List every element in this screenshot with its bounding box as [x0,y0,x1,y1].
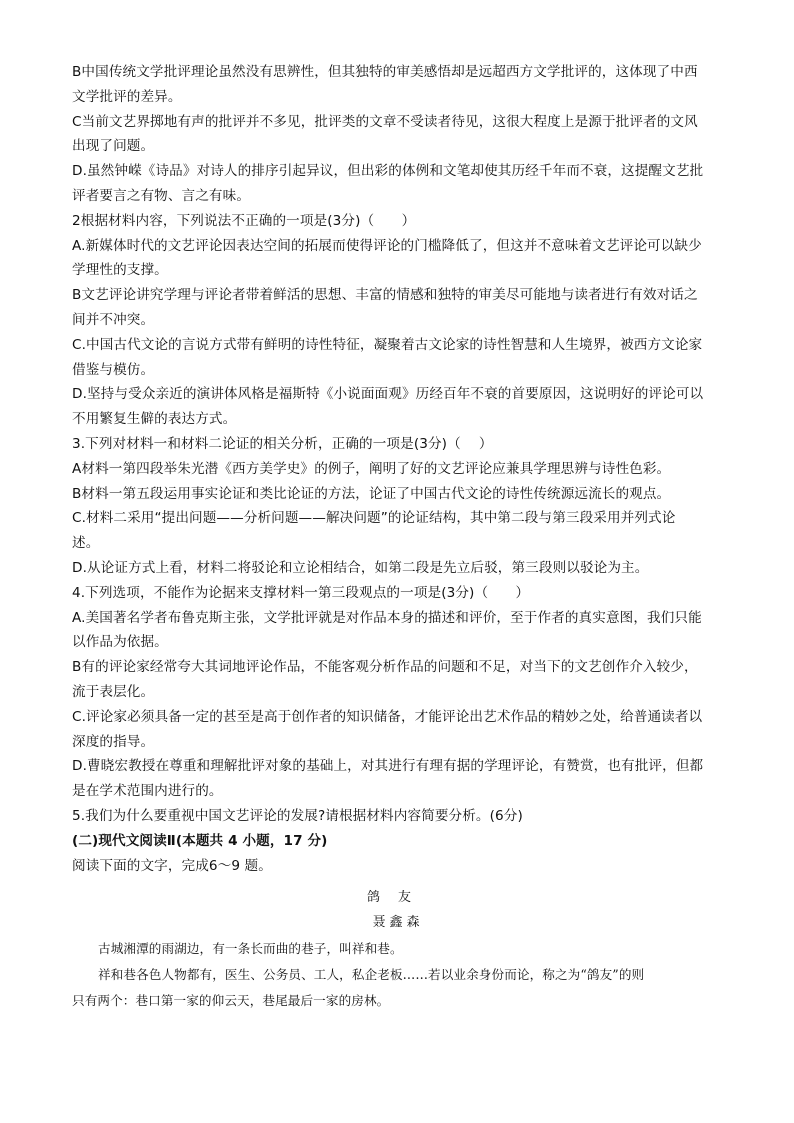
text-line: A.新媒体时代的文艺评论因表达空间的拓展而使得评论的门槛降低了，但这并不意味着文艺评论可以缺少 [72,237,702,254]
text-line: 出现了问题。 [72,138,155,155]
text-line: B文艺评论讲究学理与评论者带着鲜活的思想、丰富的情感和独特的审美尽可能地与读者进行有效对话之 [72,287,698,304]
text-line: A材料一第四段举朱光潜《西方美学史》的例子，阐明了好的文艺评论应兼具学理思辨与诗性色彩。 [72,460,671,477]
text-line: 流于表层化。 [72,683,155,700]
text-line: C.评论家必须具备一定的甚至是高于创作者的知识储备，才能评论出艺术作品的精妙之处，给普通读者以 [72,708,703,725]
text-line: 3.下列对材料一和材料二论证的相关分析，正确的一项是(3分)（ ） [72,435,493,452]
text-line: D.从论证方式上看，材料二将驳论和立论相结合，如第二段是先立后驳，第三段则以驳论为主。 [72,559,649,576]
story-title: 鸽友 [366,890,429,906]
text-line: 评者要言之有物、言之有味。 [72,187,251,204]
text-line: 深度的指导。 [72,733,155,750]
text-line: C当前文艺界掷地有声的批评并不多见，批评类的文章不受读者待见，这很大程度上是源于批评者的文风 [72,113,698,130]
text-line: 是在学术范围内进行的。 [72,783,223,800]
text-line: 4.下列选项，不能作为论据来支撑材料一第三段观点的一项是(3分)（ ） [72,584,530,601]
text-line: D.坚持与受众亲近的演讲体风格是福斯特《小说面面观》历经百年不衰的首要原因，这说明好的评论可以 [72,386,704,403]
text-line: C.中国古代文论的言说方式带有鲜明的诗性特征，凝聚着古文论家的诗性智慧和人生境界，被西方文论家 [72,336,703,353]
text-line: A.美国著名学者布鲁克斯主张，文学批评就是对作品本身的描述和评价，至于作者的真实意图，我们只能 [72,609,702,626]
text-line: 间并不冲突。 [72,311,155,328]
text-line: D.虽然钟嵘《诗品》对诗人的排序引起异议，但出彩的体例和文笔却使其历经千年而不衰，这提醒文艺批 [72,163,704,180]
story-paragraph-2-line-1: 祥和巷各色人物都有，医生、公务员、工人，私企老板……若以业余身份而论，称之为“鸽友”的则 [98,966,645,982]
reading-instruction: 阅读下面的文字，完成6～9 题。 [72,857,272,874]
text-line: 5.我们为什么要重视中国文艺评论的发展?请根据材料内容简要分析。(6分) [72,807,523,824]
question-text-block [72,60,724,829]
story-author: 聂鑫森 [372,915,424,931]
document-page [72,60,724,1014]
section-heading: (二)现代文阅读Ⅱ(本题共 4 小题，17 分) [72,832,328,849]
story-paragraph-2-line-2: 只有两个：巷口第一家的仰云天，巷尾最后一家的房林。 [72,992,390,1008]
story-paragraph-1: 古城湘潭的雨湖边，有一条长而曲的巷子，叫祥和巷。 [98,940,403,956]
text-line: 述。 [72,535,100,552]
text-line: 以作品为依据。 [72,634,168,651]
text-line: D.曹晓宏教授在尊重和理解批评对象的基础上，对其进行有理有据的学理评论，有赞赏，也有批评，但都 [72,758,704,775]
text-line: 学理性的支撑。 [72,262,168,279]
text-line: 2根据材料内容，下列说法不正确的一项是(3分)（ ） [72,212,416,229]
text-line: C.材料二采用“提出问题——分析问题——解决问题”的论证结构，其中第二段与第三段采用并列式论 [72,510,676,527]
text-line: B有的评论家经常夸大其词地评论作品，不能客观分析作品的问题和不足，对当下的文艺创作介入较少， [72,659,698,676]
text-line: 借鉴与模仿。 [72,361,155,378]
text-line: 文学批评的差异。 [72,88,182,105]
text-line: B材料一第五段运用事实论证和类比论证的方法，论证了中国古代文论的诗性传统源远流长的观点。 [72,485,671,502]
text-line: 不用繁复生僻的表达方式。 [72,411,237,428]
text-line: B中国传统文学批评理论虽然没有思辨性，但其独特的审美感悟却是远超西方文学批评的，这体现了中西 [72,64,698,80]
